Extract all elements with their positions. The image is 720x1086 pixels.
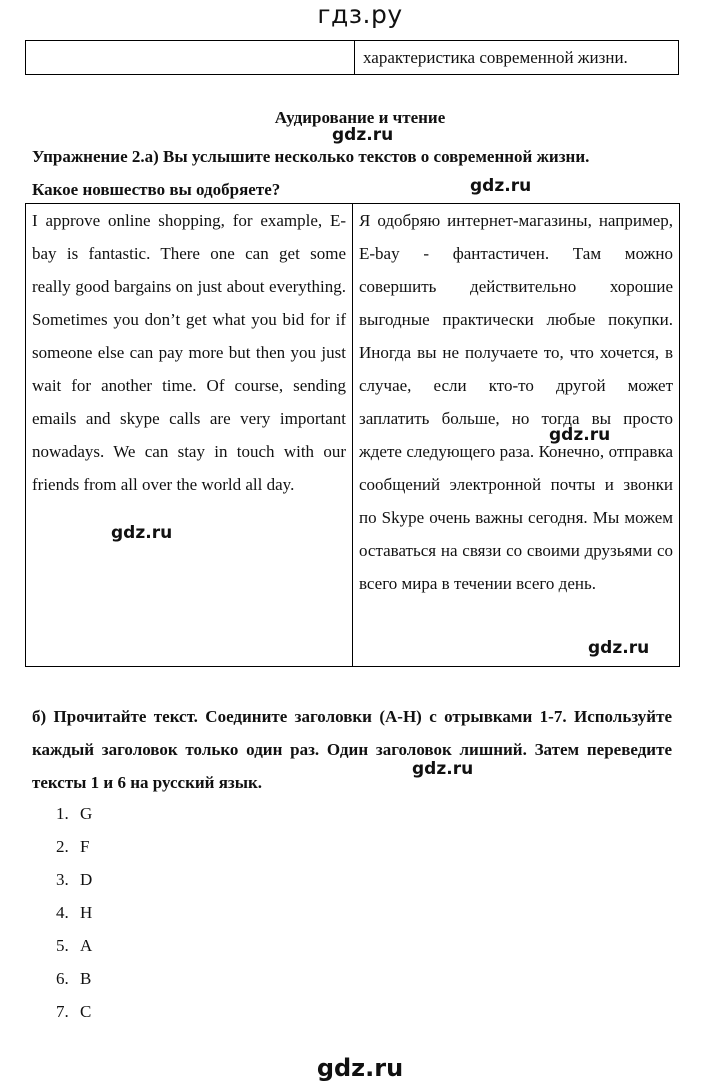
list-item: 1. G (56, 804, 93, 823)
watermark-inline: gdz.ru (470, 176, 532, 196)
list-item: 7. C (56, 1002, 92, 1021)
top-table-right-cell: характеристика современной жизни. (355, 41, 679, 75)
russian-text-cell: Я одобряю интернет-магазины, например, E-bay - фантастичен. Там можно совершить действительно хорошие выгодные практически любые покупки. Иногда вы не получаете то, что хочется, в случае, если кто-то другой может заплатить больше, но тогда вы просто ждете следующего раза. Конечно, отправка сообщений электронной почты и звонки по Skype очень важны сегодня. Мы можем оставаться на связи со своими друзьями со всего мира в течении всего день. (353, 204, 680, 667)
watermark-inline: gdz.ru (412, 759, 474, 779)
watermark-inline: gdz.ru (549, 425, 611, 445)
watermark-inline: gdz.ru (588, 638, 650, 658)
english-text-cell: I approve online shopping, for example, E-bay is fantastic. There one can get some really good bargains on just about everything. Sometimes you don’t get what you bid for if someone else can pay more but then you just wait for another time. Of course, sending emails and skype calls are very important nowadays. We can stay in touch with our friends from all over the world all day. (26, 204, 353, 667)
watermark-header: гдз.ру (317, 0, 403, 29)
top-table-left-cell (26, 41, 355, 75)
watermark-inline: gdz.ru (111, 523, 173, 543)
list-item: 2. F (56, 837, 90, 856)
previous-table-fragment (25, 40, 679, 75)
list-item: 3. D (56, 870, 93, 889)
task-b-instructions: б) Прочитайте текст. Соедините заголовки (A-H) с отрывками 1-7. Используйте каждый заголовок только один раз. Один заголовок лишний. Затем переведите тексты 1 и 6 на русский язык. (32, 707, 672, 792)
answer-list (56, 797, 92, 1028)
list-item: 4. H (56, 903, 93, 922)
watermark-inline: gdz.ru (332, 125, 394, 145)
task-a-line2: Какое новшество вы одобряете? (32, 180, 281, 199)
watermark-footer: gdz.ru (316, 1054, 404, 1082)
task-a-line1: Упражнение 2.а) Вы услышите несколько текстов о современной жизни. (32, 147, 590, 166)
list-item: 5. A (56, 936, 93, 955)
section-heading: Аудирование и чтение (274, 108, 446, 127)
list-item: 6. B (56, 969, 92, 988)
